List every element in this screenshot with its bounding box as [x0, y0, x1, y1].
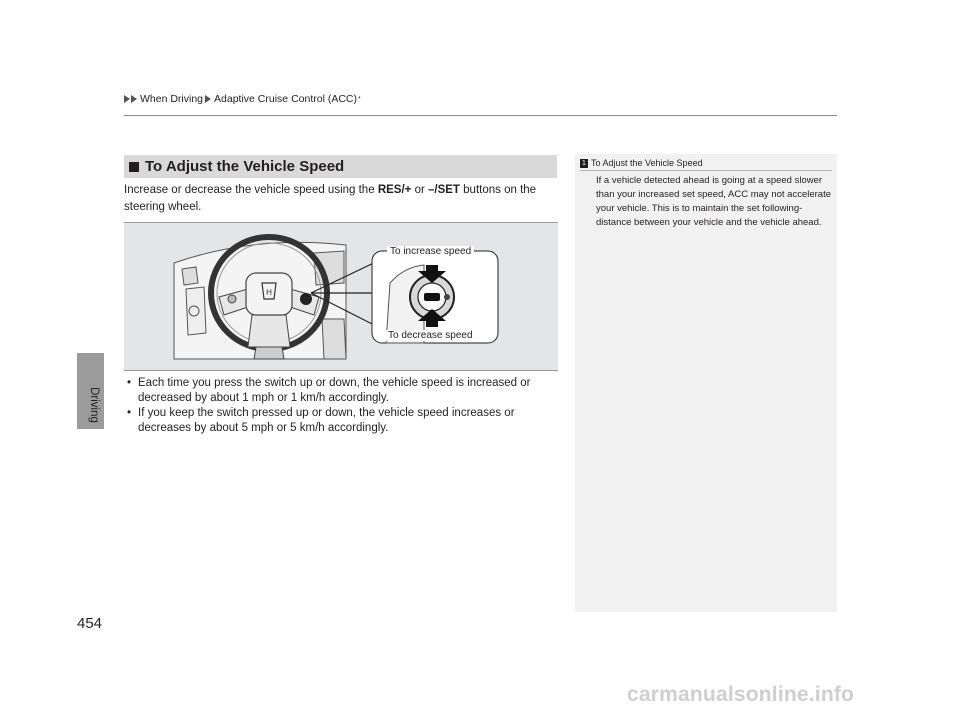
set-button-label: –/SET — [428, 184, 460, 196]
steering-wheel-figure — [124, 222, 558, 371]
intro-text: Increase or decrease the vehicle speed using the RES/+ or –/SET buttons on the steering wheel. — [124, 184, 537, 213]
note-number-icon: 1 — [580, 159, 588, 168]
header-rule — [124, 115, 837, 116]
note-rule — [580, 170, 832, 171]
steering-wheel-illustration — [124, 223, 558, 370]
option-marker: * — [358, 95, 361, 103]
watermark: carmanualsonline.info — [627, 683, 855, 706]
section-title: To Adjust the Vehicle Speed — [145, 158, 345, 175]
note-header — [580, 158, 703, 168]
chapter-label: Driving — [88, 387, 100, 423]
breadcrumb-arrow-icon — [131, 95, 137, 103]
page-number: 454 — [77, 615, 103, 632]
breadcrumb — [124, 93, 361, 105]
note-title: To Adjust the Vehicle Speed — [591, 158, 703, 168]
breadcrumb-arrow-icon — [205, 95, 211, 103]
list-item: • If you keep the switch pressed up or down, the vehicle speed increases or decreases by about 5 mph or 5 km/h accordingly. — [124, 406, 564, 435]
list-item: • Each time you press the switch up or down, the vehicle speed is increased or decreased by about 1 mph or 1 km/h accordingly. — [124, 376, 564, 405]
breadcrumb-arrow-icon — [124, 95, 130, 103]
breadcrumb-item[interactable]: When Driving — [140, 93, 204, 105]
bullet-list — [124, 376, 564, 436]
section-square-icon — [129, 162, 139, 172]
increase-speed-label: To increase speed — [387, 246, 474, 257]
section-header — [124, 155, 557, 178]
breadcrumb-item[interactable]: Adaptive Cruise Control (ACC) — [214, 93, 357, 105]
svg-text:H: H — [266, 288, 272, 297]
note-body: If a vehicle detected ahead is going at a speed slower than your increased set speed, ACC may not accelerate your vehicle. This is to maintain the set following-distance between your vehicle and the vehicle ahead. — [596, 175, 831, 228]
decrease-speed-label: To decrease speed — [385, 330, 476, 341]
res-button-label: RES/+ — [377, 184, 412, 196]
